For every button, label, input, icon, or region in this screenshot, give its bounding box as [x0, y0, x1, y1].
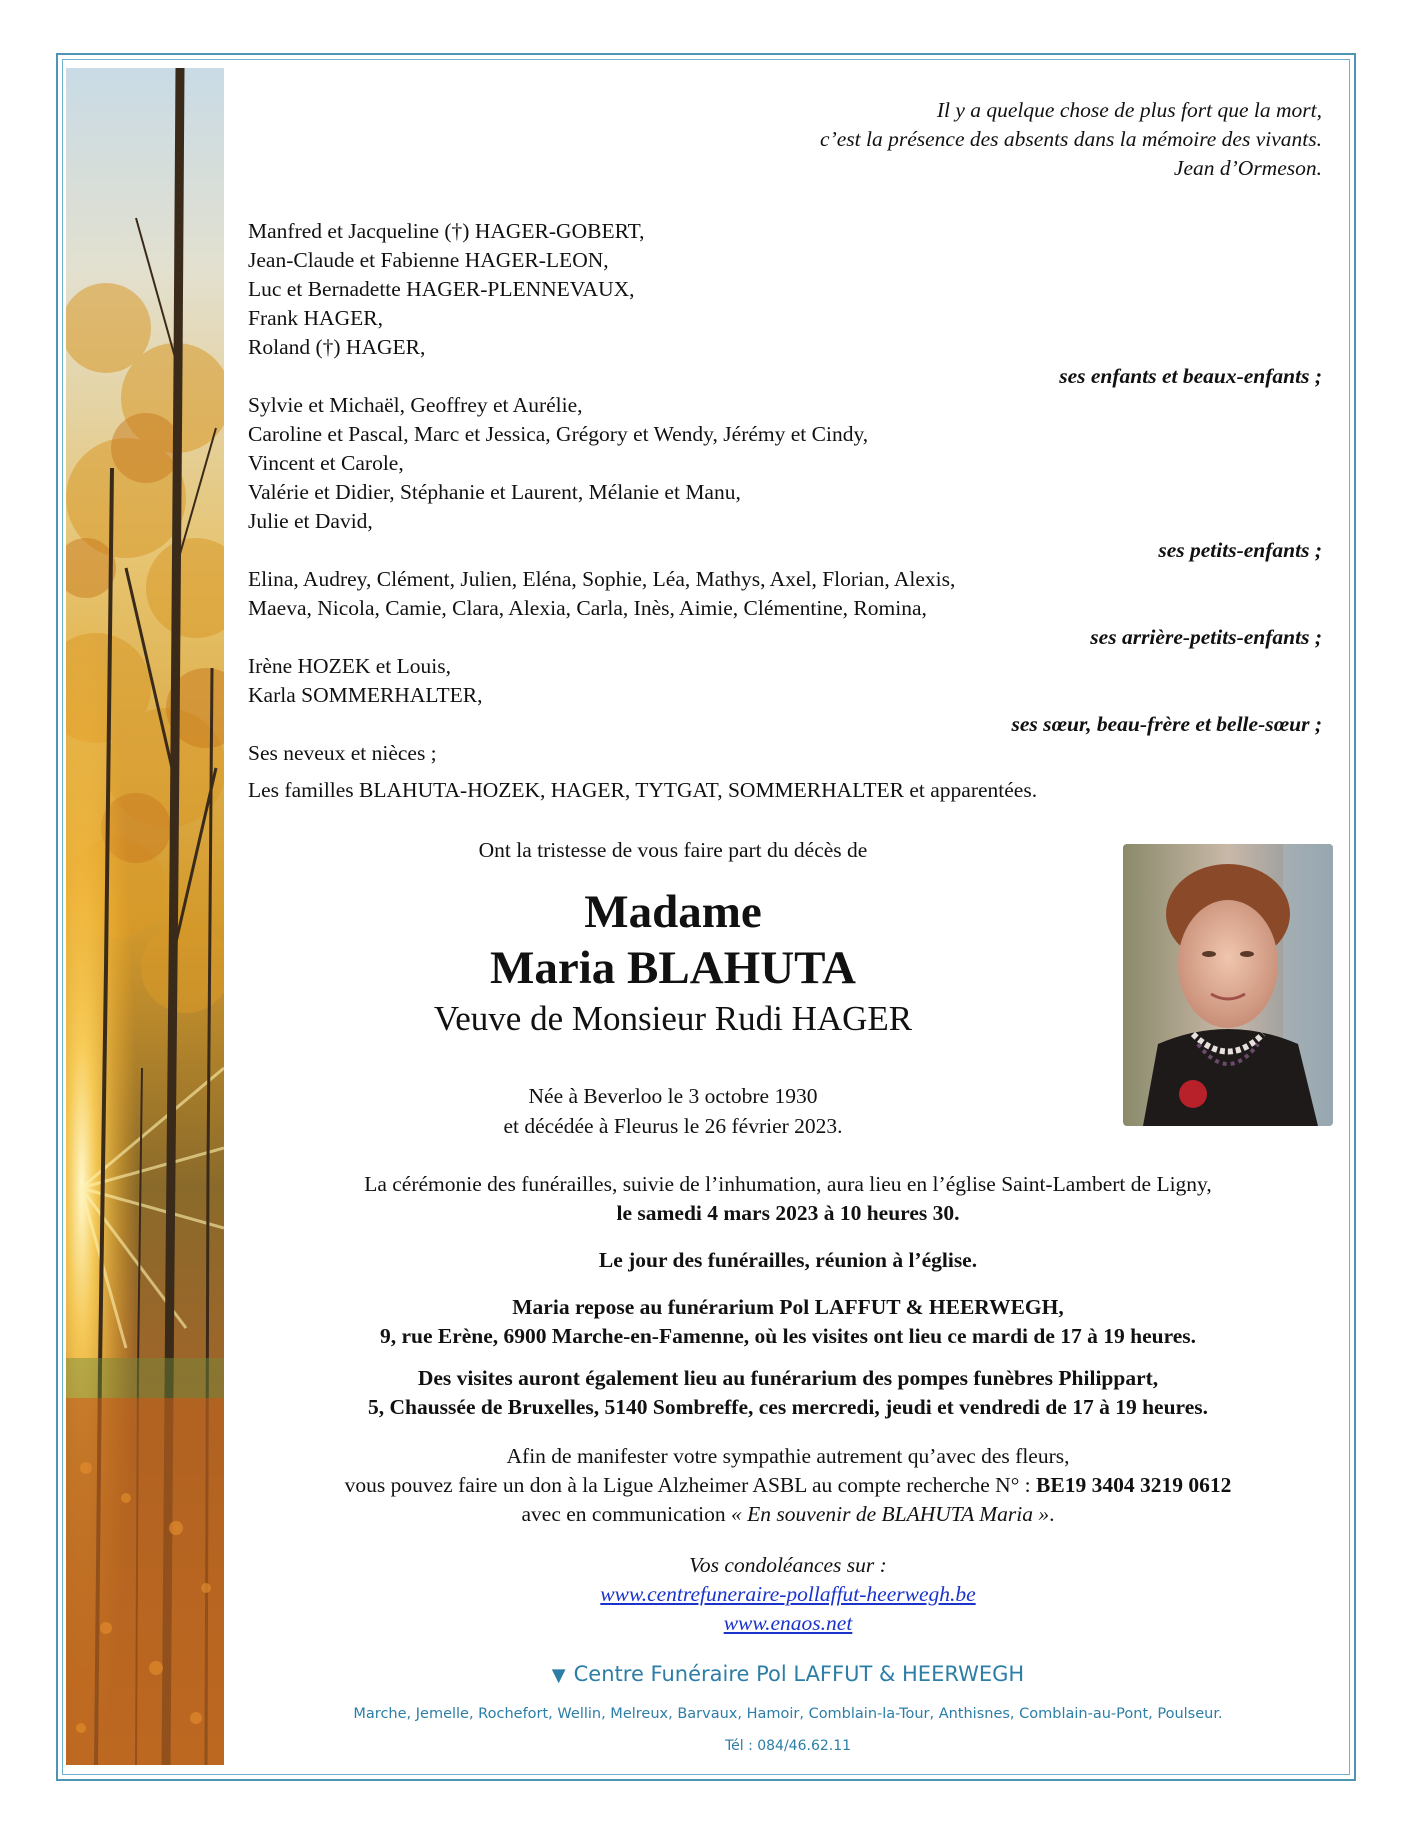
deceased-title: [248, 884, 1098, 1042]
quote-line-2: c’est la présence des absents dans la mémoire des vivants.: [820, 127, 1322, 151]
grandchild-line: Vincent et Carole,: [248, 451, 404, 475]
communication-text: « En souvenir de BLAHUTA Maria »: [731, 1502, 1050, 1526]
announcement: Ont la tristesse de vous faire part du décès de: [478, 838, 868, 862]
condolences-label: Vos condoléances sur :: [689, 1553, 887, 1577]
ceremony-line: La cérémonie des funérailles, suivie de l’inhumation, aura lieu en l’église Saint-Lambert de Ligny,: [364, 1172, 1212, 1196]
ceremony-details: [248, 1170, 1328, 1651]
meeting-line: Le jour des funérailles, réunion à l’église.: [598, 1248, 978, 1272]
child-line: Luc et Bernadette HAGER-PLENNEVAUX,: [248, 277, 635, 301]
autumn-forest-image: [66, 68, 224, 1765]
ceremony-date: le samedi 4 mars 2023 à 10 heures 30.: [616, 1201, 960, 1225]
great-grandchildren-label: ses arrière-petits-enfants ;: [1090, 625, 1322, 649]
account-number: BE19 3404 3219 0612: [1036, 1473, 1232, 1497]
child-line: Manfred et Jacqueline (†) HAGER-GOBERT,: [248, 219, 645, 243]
child-line: Jean-Claude et Fabienne HAGER-LEON,: [248, 248, 609, 272]
visit-line-2: 5, Chaussée de Bruxelles, 5140 Sombreffe, ces mercredi, jeudi et vendredi de 17 à 19 heures.: [367, 1395, 1208, 1419]
great-grandchild-line: Elina, Audrey, Clément, Julien, Eléna, Sophie, Léa, Mathys, Axel, Florian, Alexis,: [248, 567, 956, 591]
donation-line-2: [248, 1471, 1328, 1500]
portrait-photo: [1123, 844, 1333, 1126]
funeral-home-name-row: [248, 1658, 1328, 1692]
siblings-label: ses sœur, beau-frère et belle-sœur ;: [1011, 712, 1322, 736]
grandchildren-label: ses petits-enfants ;: [1158, 538, 1322, 562]
widow-of: Veuve de Monsieur Rudi HAGER: [433, 999, 913, 1038]
communication-end: .: [1049, 1502, 1055, 1526]
sibling-line: Karla SOMMERHALTER,: [248, 683, 483, 707]
triangle-down-icon: ▼: [551, 1665, 566, 1686]
families-line: Les familles BLAHUTA-HOZEK, HAGER, TYTGAT, SOMMERHALTER et apparentées.: [248, 778, 1038, 802]
funeral-home-name: Centre Funéraire Pol LAFFUT & HEERWEGH: [573, 1662, 1025, 1686]
donation-line-1: Afin de manifester votre sympathie autrement qu’avec des fleurs,: [506, 1444, 1070, 1468]
deceased-honorific: Madame: [584, 886, 762, 938]
child-line: Roland (†) HAGER,: [248, 335, 426, 359]
quote-author: Jean d’Ormeson.: [1173, 156, 1322, 180]
family-list: [248, 96, 1328, 805]
quote-line-1: Il y a quelque chose de plus fort que la mort,: [936, 98, 1322, 122]
death-line: et décédée à Fleurus le 26 février 2023.: [503, 1114, 843, 1138]
grandchild-line: Sylvie et Michaël, Geoffrey et Aurélie,: [248, 393, 583, 417]
birth-death-dates: [248, 1081, 1098, 1141]
locations: Marche, Jemelle, Rochefort, Wellin, Melreux, Barvaux, Hamoir, Comblain-la-Tour, Anthisnes, Comblain-au-Pont, Poulseur.: [353, 1706, 1223, 1722]
great-grandchild-line: Maeva, Nicola, Camie, Clara, Alexia, Carla, Inès, Aimie, Clémentine, Romina,: [248, 596, 927, 620]
grandchild-line: Caroline et Pascal, Marc et Jessica, Grégory et Wendy, Jérémy et Cindy,: [248, 422, 869, 446]
nephews-line: Ses neveux et nièces ;: [248, 741, 437, 765]
deceased-name: Maria BLAHUTA: [490, 942, 856, 994]
child-line: Frank HAGER,: [248, 306, 383, 330]
communication-prefix: avec en communication: [521, 1502, 732, 1526]
sibling-line: Irène HOZEK et Louis,: [248, 654, 451, 678]
rest-line-1: Maria repose au funérarium Pol LAFFUT & HEERWEGH,: [512, 1295, 1064, 1319]
donation-text: vous pouvez faire un don à la Ligue Alzheimer ASBL au compte recherche N° :: [344, 1473, 1037, 1497]
phone-number: Tél : 084/46.62.11: [724, 1738, 852, 1754]
funeral-home-footer: [248, 1658, 1328, 1754]
children-label: ses enfants et beaux-enfants ;: [1059, 364, 1322, 388]
visit-line-1: Des visites auront également lieu au funérarium des pompes funèbres Philippart,: [417, 1366, 1159, 1390]
birth-line: Née à Beverloo le 3 octobre 1930: [528, 1084, 818, 1108]
epigraph: [248, 96, 1322, 183]
funeral-home-link[interactable]: www.centrefuneraire-pollaffut-heerwegh.be: [600, 1582, 976, 1606]
rest-line-2: 9, rue Erène, 6900 Marche-en-Famenne, où les visites ont lieu ce mardi de 17 à 19 heures.: [379, 1324, 1197, 1348]
enaos-link[interactable]: www.enaos.net: [723, 1611, 853, 1635]
grandchild-line: Valérie et Didier, Stéphanie et Laurent, Mélanie et Manu,: [248, 480, 741, 504]
donation-line-3: [248, 1500, 1328, 1529]
grandchild-line: Julie et David,: [248, 509, 373, 533]
